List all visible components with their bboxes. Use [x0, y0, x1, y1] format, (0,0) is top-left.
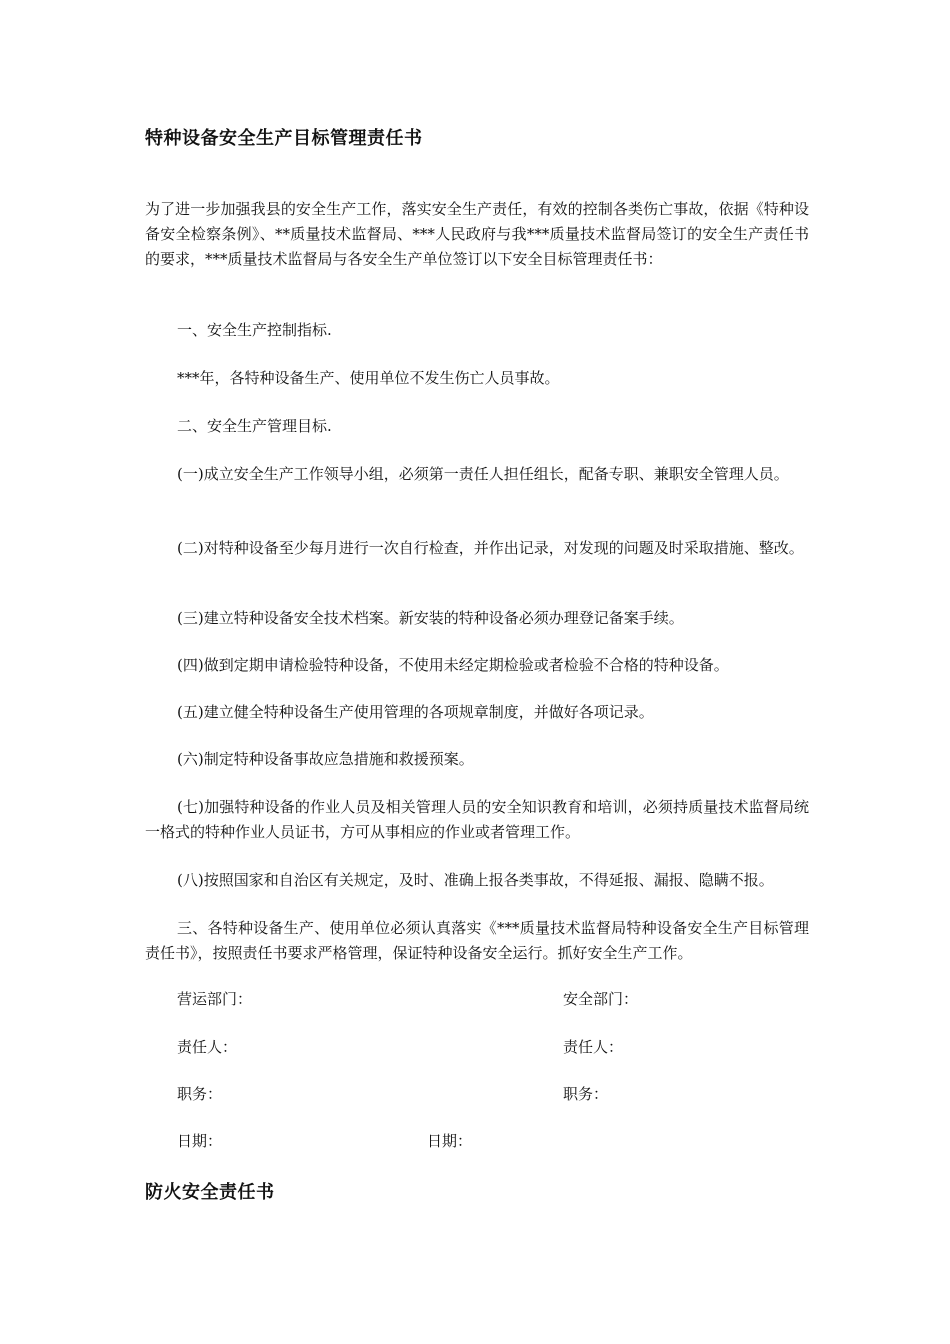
right-date-label: 日期： — [427, 1132, 473, 1150]
section-2-heading: 二、安全生产管理目标. — [177, 417, 332, 435]
section-2-item-5: (五)建立健全特种设备生产使用管理的各项规章制度，并做好各项记录。 — [177, 703, 654, 721]
section-3-text: 三、各特种设备生产、使用单位必须认真落实《***质量技术监督局特种设备安全生产目标管理责任书》，按照责任书要求严格管理，保证特种设备安全运行。抓好安全生产工作。 — [145, 919, 809, 962]
section-1-heading: 一、安全生产控制指标. — [177, 321, 332, 339]
section-1-text: ***年，各特种设备生产、使用单位不发生伤亡人员事故。 — [177, 369, 560, 387]
section-2-item-4: (四)做到定期申请检验特种设备，不使用未经定期检验或者检验不合格的特种设备。 — [177, 656, 729, 674]
document-title: 特种设备安全生产目标管理责任书 — [145, 128, 423, 149]
intro-paragraph: 为了进一步加强我县的安全生产工作，落实安全生产责任，有效的控制各类伤亡事故，依据《特种设备安全检察条例》、**质量技术监督局、***人民政府与我***质量技术监督局签订的安全生产责任书的要求，***质量技术监督局与各安全生产单位签订以下安全目标管理责任书： — [145, 200, 809, 268]
left-position-label: 职务： — [177, 1085, 223, 1103]
right-person-label: 责任人： — [563, 1038, 624, 1056]
section-2-item-7: (七)加强特种设备的作业人员及相关管理人员的安全知识教育和培训，必须持质量技术监督局统一格式的特种作业人员证书，方可从事相应的作业或者管理工作。 — [145, 798, 809, 841]
section-2-item-8: (八)按照国家和自治区有关规定，及时、准确上报各类事故，不得延报、漏报、隐瞒不报。 — [177, 871, 774, 889]
next-document-title: 防火安全责任书 — [145, 1182, 275, 1203]
section-2-item-3: (三)建立特种设备安全技术档案。新安装的特种设备必须办理登记备案手续。 — [177, 609, 684, 627]
section-2-item-6: (六)制定特种设备事故应急措施和救援预案。 — [177, 750, 474, 768]
section-2-item-1: (一)成立安全生产工作领导小组，必须第一责任人担任组长，配备专职、兼职安全管理人员。 — [177, 465, 789, 483]
right-position-label: 职务： — [563, 1085, 609, 1103]
left-date-label: 日期： — [177, 1132, 223, 1150]
left-person-label: 责任人： — [177, 1038, 238, 1056]
right-dept-label: 安全部门： — [563, 990, 639, 1008]
left-dept-label: 营运部门： — [177, 990, 253, 1008]
section-2-item-2: (二)对特种设备至少每月进行一次自行检查，并作出记录，对发现的问题及时采取措施、整改。 — [177, 539, 804, 557]
